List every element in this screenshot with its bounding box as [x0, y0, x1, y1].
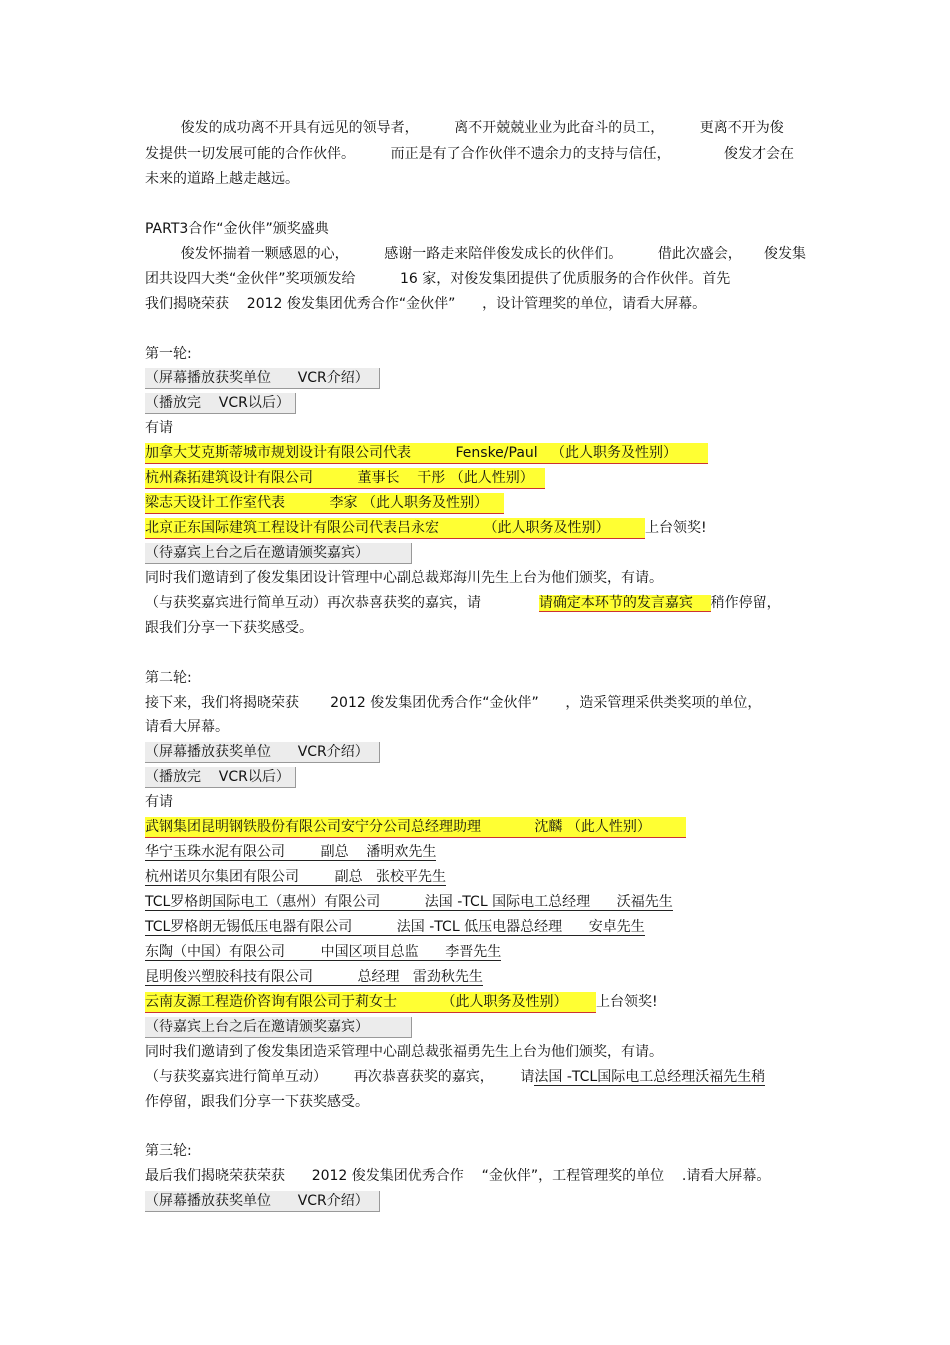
round2-guest-7-text: 昆明俊兴塑胶科技有限公司 总经理 雷劲秋先生 [145, 969, 483, 985]
round1-guest-2-text: 杭州森拓建筑设计有限公司 董事长 干彤 （此人性别） [145, 468, 545, 489]
round1-para-2-pre: （与获奖嘉宾进行简单互动）再次恭喜获奖的嘉宾，请 [145, 595, 539, 611]
round2-para-3: 作停留，跟我们分享一下获奖感受。 [145, 1094, 369, 1110]
round1-guest-3 [145, 493, 504, 513]
round2-box-vcr [145, 742, 380, 762]
round2-para-2-pre: （与获奖嘉宾进行简单互动） 再次恭喜获奖的嘉宾， 请 [145, 1069, 535, 1085]
round1-box-vcr [145, 368, 380, 388]
round2-guest-4 [145, 892, 673, 912]
round2-box-after [145, 767, 296, 787]
round1-box-after-text: （播放完 VCR以后） [145, 393, 296, 414]
round2-para-2-underlined: 法国 -TCL国际电工总经理沃福先生稍 [534, 1069, 766, 1085]
round1-box-vcr-text: （屏幕播放获奖单位 VCR介绍） [145, 368, 380, 389]
round1-para-3: 跟我们分享一下获奖感受。 [145, 620, 313, 636]
round2-line-1: 接下来，我们将揭晓荣获 2012 俊发集团优秀合作“金伙伴” ，造采管理采供类奖项的单位， [145, 695, 762, 711]
round1-guest-2 [145, 468, 545, 488]
round3-box-vcr-text: （屏幕播放获奖单位 VCR介绍） [145, 1191, 380, 1212]
round2-guest-4-text: TCL罗格朗国际电工（惠州）有限公司 法国 -TCL 国际电工总经理 沃福先生 [145, 894, 673, 910]
round1-para-2-highlight: 请确定本环节的发言嘉宾 [538, 595, 711, 611]
round1-guest-1 [145, 443, 708, 463]
round2-guest-1 [145, 817, 686, 837]
round2-para-1: 同时我们邀请到了俊发集团造采管理中心副总裁张福勇先生上台为他们颁奖，有请。 [145, 1044, 663, 1060]
round2-guest-6 [145, 942, 501, 962]
round2-guest-7 [145, 967, 483, 987]
round2-para-2 [145, 1067, 765, 1087]
round1-guest-1-text: 加拿大艾克斯蒂城市规划设计有限公司代表 Fenske/Paul （此人职务及性别） [145, 443, 708, 464]
intro-line-1: 俊发的成功离不开具有远见的领导者， 离不开兢兢业业为此奋斗的员工， 更离不开为俊 [145, 120, 784, 136]
round2-guest-2-text: 华宁玉珠水泥有限公司 副总 潘明欢先生 [145, 844, 437, 860]
part3-line-1: 俊发怀揣着一颗感恩的心， 感谢一路走来陪伴俊发成长的伙伴们。 借此次盛会， 俊发集 [145, 246, 807, 262]
part3-line-2: 团共设四大类“金伙伴”奖项颁发给 16 家，对俊发集团提供了优质服务的合作伙伴。首先 [145, 271, 731, 287]
round3-heading: 第三轮: [145, 1143, 192, 1159]
round2-guest-5-text: TCL罗格朗无锡低压电器有限公司 法国 -TCL 低压电器总经理 安卓先生 [145, 919, 645, 935]
round1-box-after [145, 393, 296, 413]
round1-para-2-post: 稍作停留， [710, 595, 781, 611]
round2-line-2: 请看大屏幕。 [145, 719, 229, 735]
round2-guest-8-text: 云南友源工程造价咨询有限公司于莉女士 （此人职务及性别） [145, 992, 596, 1013]
round1-guest-4 [145, 518, 707, 538]
round1-para-2 [145, 593, 781, 613]
part3-line-3: 我们揭晓荣获 2012 俊发集团优秀合作“金伙伴” ，设计管理奖的单位，请看大屏幕。 [145, 296, 707, 312]
round1-heading: 第一轮: [145, 346, 192, 362]
round2-guest-3-text: 杭州诺贝尔集团有限公司 副总 张校平先生 [145, 869, 446, 885]
round1-box-presenter [145, 543, 412, 563]
intro-line-3: 未来的道路上越走越远。 [145, 171, 299, 187]
part3-title: PART3合作“金伙伴”颁奖盛典 [145, 221, 329, 237]
round2-guest-1-text: 武钢集团昆明钢铁股份有限公司安宁分公司总经理助理 沈麟 （此人性别） [145, 817, 686, 838]
round2-guest-6-text: 东陶（中国）有限公司 中国区项目总监 李晋先生 [145, 944, 502, 960]
round2-guest-8 [145, 992, 658, 1012]
round2-box-vcr-text: （屏幕播放获奖单位 VCR介绍） [145, 742, 380, 763]
round2-guest-2 [145, 842, 436, 862]
round2-guest-5 [145, 917, 645, 937]
round2-box-after-text: （播放完 VCR以后） [145, 767, 296, 788]
round1-guest-4-tail: 上台领奖! [645, 520, 707, 536]
round1-invite: 有请 [145, 420, 173, 436]
intro-line-2: 发提供一切发展可能的合作伙伴。 而正是有了合作伙伴不遗余力的支持与信任， 俊发才会在 [145, 146, 795, 162]
round3-box-vcr [145, 1191, 380, 1211]
round2-guest-8-tail: 上台领奖! [596, 994, 658, 1010]
round1-box-presenter-text: （待嘉宾上台之后在邀请颁奖嘉宾） [145, 543, 412, 564]
round1-guest-4-text: 北京正东国际建筑工程设计有限公司代表吕永宏 （此人职务及性别） [145, 518, 645, 539]
round2-invite: 有请 [145, 794, 173, 810]
round1-guest-3-text: 梁志天设计工作室代表 李家 （此人职务及性别） [145, 493, 504, 514]
round2-guest-3 [145, 867, 446, 887]
round2-box-presenter-text: （待嘉宾上台之后在邀请颁奖嘉宾） [145, 1017, 412, 1038]
round2-box-presenter [145, 1017, 412, 1037]
round2-heading: 第二轮: [145, 670, 192, 686]
round3-line-1: 最后我们揭晓荣获荣获 2012 俊发集团优秀合作 “金伙伴”，工程管理奖的单位 .请看大屏幕。 [145, 1168, 771, 1184]
round1-para-1: 同时我们邀请到了俊发集团设计管理中心副总裁郑海川先生上台为他们颁奖，有请。 [145, 570, 663, 586]
